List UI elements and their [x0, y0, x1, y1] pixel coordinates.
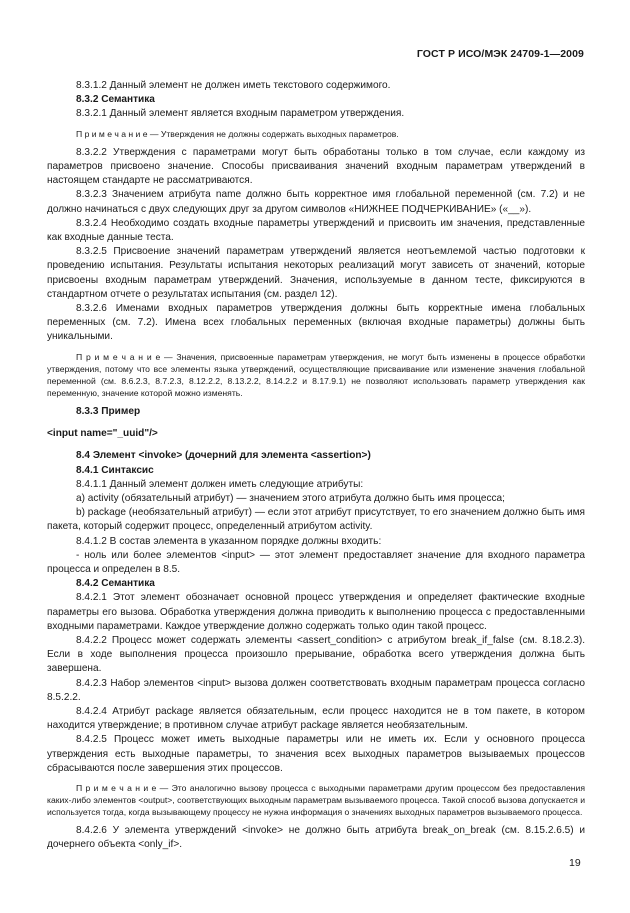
section-heading: 8.4 Элемент <invoke> (дочерний для элемента <assertion>) — [76, 450, 371, 462]
paragraph: 8.4.2.3 Набор элементов <input> вызова должен соответствовать входным параметрам процесса согласно 8.5.2.2. — [47, 677, 585, 703]
list-item: b) package (необязательный атрибут) — если этот атрибут присутствует, то его значением должно быть имя пакета, который содержит процесс, определенный атрибутом activity. — [47, 507, 585, 533]
paragraph: 8.3.2.3 Значением атрибута name должно быть корректное имя глобальной переменной (см. 7.2) и не должно начинаться с двух следующих друг за другом символов «НИЖНЕЕ ПОДЧЕРКИВАНИЕ» («__»). — [47, 189, 585, 215]
list-item: - ноль или более элементов <input> — этот элемент предоставляет значение для входного параметра процесса и определен в 8.5. — [47, 549, 585, 575]
paragraph: 8.4.2.4 Атрибут package является обязательным, если процесс находится не в том пакете, в котором находится утверждение; в противном случае атрибут package является необязательным. — [47, 705, 585, 732]
section-heading: 8.3.3 Пример — [76, 405, 141, 417]
paragraph: 8.4.1.1 Данный элемент должен иметь следующие атрибуты: — [76, 478, 364, 490]
paragraph: 8.3.2.5 Присвоение значений параметрам утверждений является неотъемлемой частью подготовки к проведению испытания. Результаты испытания некоторых реализаций могут зависеть от значений, которые присвоены входным параметрам утверждений. Значения, используемые в данном тесте, фиксируются в стандартном отчете о результатах испытания (см. раздел 12). — [47, 246, 585, 300]
section-heading: 8.3.2 Семантика — [76, 94, 155, 106]
paragraph: 8.3.1.2 Данный элемент не должен иметь текстового содержимого. — [76, 80, 391, 91]
paragraph: 8.3.2.4 Необходимо создать входные параметры утверждений и присвоить им значения, представленные как входные данные теста. — [47, 217, 585, 243]
note: П р и м е ч а н и е — Значения, присвоенные параметрам утверждения, не могут быть изменены в процессе обработки утверждения, потому что все элементы языка утверждений, осуществляющие присваивание или изменение значения глобальной переменной (см. 8.6.2.3, 8.7.2.3, 8.12.2.2, 8.13.2.2, 8.14.2.2 и 8.17.9.1) не позволяют использовать параметр утверждения как переменную, значение которой можно изменять. — [47, 351, 585, 398]
paragraph: 8.3.2.2 Утверждения с параметрами могут быть обработаны только в том случае, если каждому из параметров присвоено значение. Способы присваивания значений входным параметрам утверждений в настоящем стандарте не рассматриваются. — [47, 146, 585, 187]
paragraph: 8.4.2.6 У элемента утверждений <invoke> не должно быть атрибута break_on_break (см. 8.15.2.6.5) и дочернего объекта <only_if>. — [47, 825, 585, 851]
document-header: ГОСТ Р ИСО/МЭК 24709-1—2009 — [416, 48, 584, 60]
document-body — [47, 79, 585, 853]
paragraph: 8.4.2.2 Процесс может содержать элементы <assert_condition> с атрибутом break_if_false (см. 8.18.2.3). Если в ходе выполнения процесса произошло прерывание, обработка всего утверждения должна быть завершена. — [47, 634, 585, 675]
paragraph: 8.4.2.1 Этот элемент обозначает основной процесс утверждения и определяет фактические входные параметры его вызова. Обработка утверждения должна приводить к выполнению процесса с предоставленными входными параметрами. Каждое утверждение должно содержать только один такой процесс. — [47, 592, 585, 632]
note: П р и м е ч а н и е — Это аналогично вызову процесса с выходными параметрами другим процессом без предоставления каких-либо элементов <output>, соответствующих выходным параметрам вызываемого процесса. Такой способ вызова допускается и используется тогда, когда вызывающему процессу не нужна информация о значениях выходных параметров вызываемого процесса. — [47, 783, 585, 818]
section-heading: 8.4.1 Синтаксис — [76, 464, 154, 476]
code-example: <input name="_uuid"/> — [47, 428, 158, 440]
section-heading: 8.4.2 Семантика — [76, 578, 155, 590]
paragraph: 8.4.1.2 В состав элемента в указанном порядке должны входить: — [76, 535, 382, 547]
paragraph: 8.3.2.6 Именами входных параметров утверждения должны быть корректные имена глобальных переменных (см. 7.2). Имена всех глобальных переменных (включая входные параметры) должны быть уникальными. — [47, 302, 585, 343]
page-number: 19 — [569, 857, 581, 869]
list-item: a) activity (обязательный атрибут) — значением этого атрибута должно быть имя процесса; — [76, 492, 505, 504]
paragraph: 8.3.2.1 Данный элемент является входным параметром утверждения. — [76, 108, 405, 120]
paragraph: 8.4.2.5 Процесс может иметь выходные параметры или не иметь их. Если у основного процесса утверждения есть выходные параметры, то значения всех выходных параметров вызываемых процессов сбрасываются после завершения этих процессов. — [47, 734, 585, 774]
note: П р и м е ч а н и е — Утверждения не должны содержать выходных параметров. — [76, 128, 399, 139]
